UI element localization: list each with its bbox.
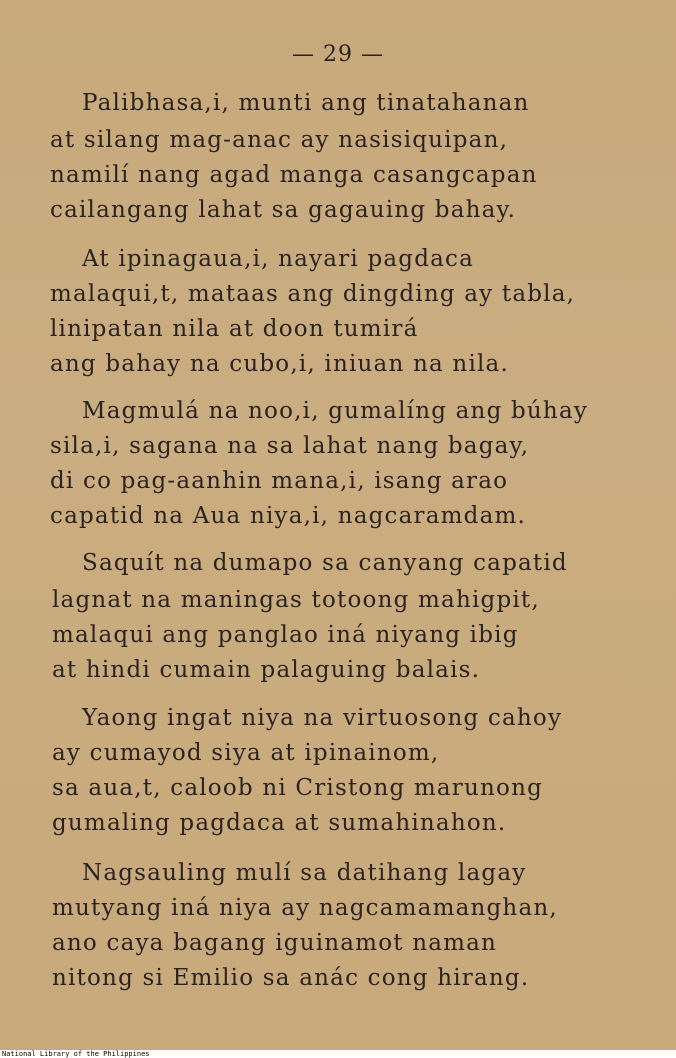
verse-line: ang bahay na cubo,i, iniuan na nila. — [50, 351, 509, 377]
verse-line: sa aua,t, caloob ni Cristong marunong — [52, 775, 544, 801]
verse-line: ay cumayod siya at ipinainom, — [52, 740, 440, 766]
footer-bar — [0, 1050, 676, 1058]
verse-line: malaqui,t, mataas ang dingding ay tabla, — [50, 281, 576, 307]
verse-line: namilí nang agad manga casangcapan — [50, 162, 538, 188]
verse-line: Palibhasa,i, munti ang tinatahanan — [82, 90, 530, 116]
verse-line: sila,i, sagana na sa lahat nang bagay, — [50, 433, 530, 459]
verse-line: at silang mag-anac ay nasisiquipan, — [50, 127, 509, 153]
verse-line: nitong si Emilio sa anác cong hirang. — [52, 965, 530, 991]
verse-line: linipatan nila at doon tumirá — [50, 316, 419, 342]
page-number: — 29 — — [292, 42, 384, 67]
verse-line: cailangang lahat sa gagauing bahay. — [50, 197, 517, 223]
verse-line: malaqui ang panglao iná niyang ibig — [52, 622, 519, 648]
verse-line: At ipinagaua,i, nayari pagdaca — [82, 246, 475, 272]
verse-line: Magmulá na noo,i, gumalíng ang búhay — [82, 398, 589, 424]
verse-line: at hindi cumain palaguing balais. — [52, 657, 481, 683]
verse-line: capatid na Aua niya,i, nagcaramdam. — [50, 503, 527, 529]
verse-line: Yaong ingat niya na virtuosong cahoy — [82, 705, 563, 731]
verse-line: gumaling pagdaca at sumahinahon. — [52, 810, 507, 836]
verse-line: di co pag-aanhin mana,i, isang arao — [50, 468, 509, 494]
verse-line: Saquít na dumapo sa canyang capatid — [82, 550, 568, 576]
verse-line: ano caya bagang iguinamot naman — [52, 930, 498, 956]
verse-line: mutyang iná niya ay nagcamamanghan, — [52, 895, 558, 921]
verse-line: lagnat na maningas totoong mahigpit, — [52, 587, 540, 613]
footer-credit: National Library of the Philippines — [2, 1050, 150, 1058]
verse-line: Nagsauling mulí sa datihang lagay — [82, 860, 527, 886]
